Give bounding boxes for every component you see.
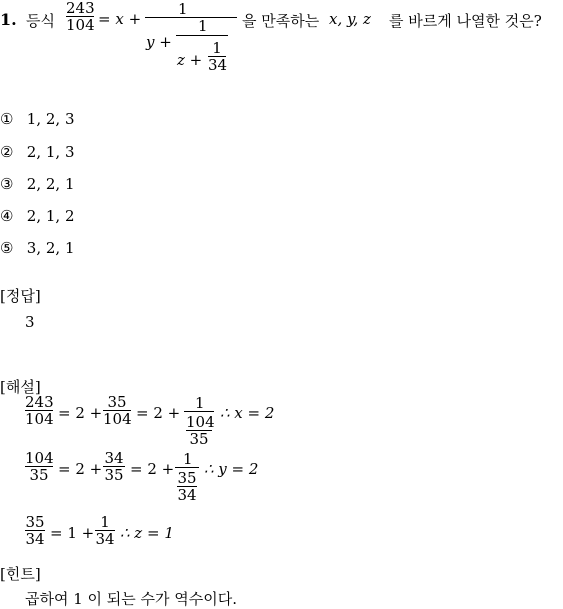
denominator: 35 xyxy=(104,466,124,484)
cf-main-bar xyxy=(145,17,237,18)
choice-text: 2, 2, 1 xyxy=(26,175,75,193)
answer-label: [정답] xyxy=(0,287,41,305)
fraction-1-34 xyxy=(208,40,226,73)
numerator: 104 xyxy=(186,413,215,431)
question-prefix: 등식 xyxy=(26,12,55,30)
y-plus: y + xyxy=(146,33,172,51)
fraction xyxy=(177,470,197,503)
therefore-z: ∴ z = 1 xyxy=(120,524,174,542)
fraction xyxy=(25,394,53,427)
explanation-label: [해설] xyxy=(0,378,41,396)
denominator: 104 xyxy=(103,410,132,428)
fraction-bar xyxy=(184,411,214,412)
choice-text: 1, 2, 3 xyxy=(26,110,75,128)
numerator: 243 xyxy=(25,393,54,411)
cf-top-one: 1 xyxy=(178,0,188,18)
numerator: 35 xyxy=(25,513,45,531)
numerator: 1 xyxy=(195,394,205,412)
numerator: 34 xyxy=(104,449,124,467)
choice-mark: ⑤ xyxy=(0,239,14,257)
question-suffix-2: 를 바르게 나열한 것은? xyxy=(389,12,542,30)
denominator: 104 xyxy=(25,410,54,428)
choice-mark: ③ xyxy=(0,175,14,193)
answer-value: 3 xyxy=(25,313,35,331)
fraction xyxy=(25,514,45,547)
fraction xyxy=(25,450,53,483)
choice-2[interactable] xyxy=(0,143,74,161)
denominator: 34 xyxy=(95,530,115,548)
therefore-x: ∴ x = 2 xyxy=(220,404,275,422)
choice-mark: ② xyxy=(0,143,14,161)
choice-mark: ① xyxy=(0,110,14,128)
denominator: 34 xyxy=(208,56,228,74)
question-suffix-1: 을 만족하는 xyxy=(242,12,320,30)
fraction-bar xyxy=(175,467,199,468)
denominator: 35 xyxy=(29,466,49,484)
numerator: 104 xyxy=(25,449,54,467)
choice-text: 2, 1, 2 xyxy=(26,207,75,225)
choice-5[interactable] xyxy=(0,239,74,257)
choice-1[interactable] xyxy=(0,110,74,128)
fraction-243-104 xyxy=(66,0,94,33)
equals-2-plus: = 2 + xyxy=(130,460,175,478)
equals-1-plus: = 1 + xyxy=(50,524,95,542)
z-plus: z + xyxy=(177,51,203,69)
fraction xyxy=(103,394,131,427)
choice-text: 2, 1, 3 xyxy=(26,143,75,161)
numerator: 1 xyxy=(183,450,193,468)
choice-3[interactable] xyxy=(0,175,74,193)
question-number: 1. xyxy=(0,10,17,29)
denominator: 35 xyxy=(189,430,209,448)
numerator: 35 xyxy=(107,393,127,411)
choice-text: 3, 2, 1 xyxy=(26,239,75,257)
cf-mid-one: 1 xyxy=(198,17,208,35)
equals-2-plus: = 2 + xyxy=(136,404,181,422)
hint-text: 곱하여 1 이 되는 수가 역수이다. xyxy=(25,590,238,608)
hint-label: [힌트] xyxy=(0,565,41,583)
fraction xyxy=(95,514,115,547)
choice-4[interactable] xyxy=(0,207,74,225)
denominator: 34 xyxy=(177,486,197,504)
fraction xyxy=(103,450,125,483)
numerator: 35 xyxy=(177,469,197,487)
numerator: 243 xyxy=(66,0,95,17)
equals-2-plus: = 2 + xyxy=(58,404,103,422)
question-vars: x, y, z xyxy=(329,10,371,28)
choice-mark: ④ xyxy=(0,207,14,225)
numerator: 1 xyxy=(212,39,222,57)
denominator: 34 xyxy=(25,530,45,548)
equals-x-plus: = x + xyxy=(98,10,142,28)
numerator: 1 xyxy=(100,513,110,531)
equals-2-plus: = 2 + xyxy=(58,460,103,478)
cf-mid-bar xyxy=(176,35,228,36)
denominator: 104 xyxy=(66,16,95,34)
therefore-y: ∴ y = 2 xyxy=(204,460,259,478)
fraction xyxy=(186,413,215,448)
